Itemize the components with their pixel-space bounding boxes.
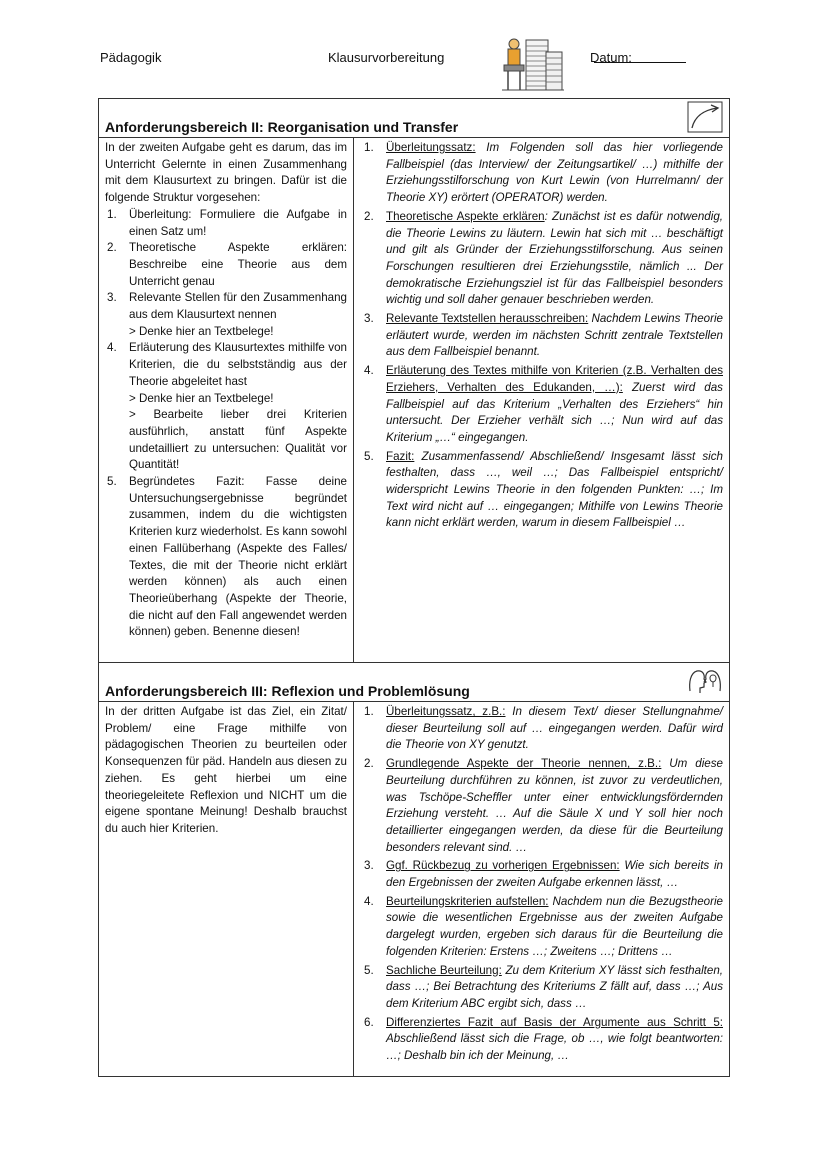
example-column [354,701,729,1076]
list-item: 1. Überleitung: Formuliere die Aufgabe in einen Satz um! [107,207,347,238]
list-item: 4. Erläuterung des Textes mithilfe von Kriterien (z.B. Verhalten des Erziehers, Verhalten des Edukanden, …): Zuerst wird das Fallbeispiel auf das Kriterium „Verhalten des Erziehers“ hin untersucht. Der Erzieher verhält sich …; Nun wird auf das Kriterium „…“ eingegangen. [364,364,723,444]
section-reorganisation-transfer [98,98,730,663]
instructions-column [99,137,354,662]
section-title: Anforderungsbereich III: Reflexion und Problemlösung [105,683,470,699]
section-header [99,663,729,702]
example-column [354,137,729,662]
list-item: 2. Theoretische Aspekte erklären: Beschreibe eine Theorie aus dem Unterricht genau [107,241,347,288]
subject-label: Pädagogik [100,50,162,65]
example-list [362,704,723,1065]
instruction-list [105,207,347,641]
list-item: 2. Theoretische Aspekte erklären: Zunächst ist es dafür notwendig, die Theorie Lewins zu läutern. Lewin hat sich mit … beschäftigt und gilt als Gründer der Erziehungsstilforschung. Aus seinen Forschungen resultieren drei Erziehungsstile, nämlich ... Der demokratische Erziehungsziel ist für das Fallbeispiel besonders wichtig und soll daher genauer beschrieben werden. [364,209,723,307]
stack-of-papers-person-icon [500,32,566,94]
list-item: 5. Fazit: Zusammenfassend/ Abschließend/ Insgesamt lässt sich festhalten, dass …, weil …; Das Fallbeispiel entspricht/ widerspricht Lewins Theorie in den folgenden Punkten: …; Im Text wird nicht auf … eingegangen; Mithilfe von Lewins Theorie kann nicht erklärt werden, warum in diesem Fallbeispiel … [364,449,723,530]
list-item: 4. Erläuterung des Klausurtextes mithilfe von Kriterien, die du selbstständig aus der Theorie abgeleitet hast > Denke hier an Textbelege! > Bearbeite lieber drei Kriterien ausführlich, anstatt fünf Aspekte undetailliert zu untersuchen: Qualität vor Quantität! [107,341,347,472]
intro-text: In der dritten Aufgabe ist das Ziel, ein Zitat/ Problem/ eine Frage mithilfe von pädagogischen Theorien zu beurteilen oder Konsequenzen für päd. Handeln aus diesen zu ziehen. Es geht hierbei um eine theoriegeleitete Reflexion und NICHT um die eigene spontane Meinung! Deshalb brauchst du auch hier Kriterien. [105,705,347,835]
section-header [99,99,729,138]
list-item: 5. Begründetes Fazit: Fasse deine Untersuchungsergebnisse begründet zusammen, indem du die wichtigsten Kriterien kurz wiederholst. Es kann sowohl einen Fallüberhang (Aspekte des Falles/ Textes, die mit der Theorie nicht erklärt werden können) als auch einen Theorieüberhang (Aspekte der Theorie, die nicht auf den Fall angewendet werden können) geben. Benenne diesen! [107,475,347,639]
page-header [100,50,730,72]
list-item: 6. Differenziertes Fazit auf Basis der Argumente aus Schritt 5: Abschließend lässt sich die Frage, ob …, wie folgt beantworten: …; Deshalb bin ich der Meinung, … [364,1015,723,1063]
section-reflexion-problemloesung [98,662,730,1077]
date-label: Datum: [590,50,632,65]
section-title: Anforderungsbereich II: Reorganisation und Transfer [105,119,459,135]
date-line [594,50,686,63]
list-item: 1. Überleitungssatz: Im Folgenden soll das hier vorliegende Fallbeispiel (das Interview/ der Zeitungsartikel/ …) mithilfe der Erziehungsstilforschung von Kurt Lewin (von Hurrelmann/ der Theorie XY) erörtert (OPERATOR) werden. [364,141,723,205]
list-item: 5. Sachliche Beurteilung: Zu dem Kriterium XY lässt sich festhalten, dass …; Bei Betrachtung des Kriteriums Z fällt auf, dass …; Aus dem Kriterium ABC ergibt sich, dass … [364,963,723,1010]
instructions-column [99,701,354,1076]
document-title: Klausurvorbereitung [328,50,445,65]
list-item: 1. Überleitungssatz, z.B.: In diesem Text/ dieser Stellungnahme/ dieser Beurteilung soll auf … eingegangen werden. Dafür wird die Theorie von XY genutzt. [364,705,723,752]
example-list [362,140,723,532]
list-item: 3. Relevante Stellen für den Zusammenhang aus dem Klausurtext nennen > Denke hier an Textbelege! [107,291,347,338]
list-item: 4. Beurteilungskriterien aufstellen: Nachdem nun die Bezugstheorie sowie die wesentlichen Ergebnisse aus der zweiten Aufgabe dargelegt wurden, ergeben sich daraus für die Beurteilung die folgenden Kriterien: Erstens …; Zweitens …; Drittens … [364,894,723,958]
list-item: 2. Grundlegende Aspekte der Theorie nennen, z.B.: Um diese Beurteilung durchführen zu können, ist zuvor zu verdeutlichen, was Tschöpe-Scheffler unter einer entwicklungsfördernden Erziehung versteht. … Auf die Säule X und Y soll hier noch detaillierter eingegangen werden, da diese für die Beurteilung besonders relevant sind. … [364,757,723,854]
list-item: 3. Ggf. Rückbezug zu vorherigen Ergebnissen: Wie sich bereits in den Ergebnissen der zweiten Aufgabe erkennen lässt, … [364,859,723,890]
list-item: 3. Relevante Textstellen herausschreiben: Nachdem Lewins Theorie erläutert wurde, werden im nächsten Schritt zentrale Textstellen aus dem Fallbeispiel benannt. [364,312,723,359]
intro-text: In der zweiten Aufgabe geht es darum, das im Unterricht Gelernte in einen Zusammenhang mit dem Klausurtext zu bringen. Dafür ist die folgende Struktur vorgesehen: [105,141,347,205]
transfer-arrow-icon [687,101,723,133]
thinking-heads-icon [687,665,723,697]
